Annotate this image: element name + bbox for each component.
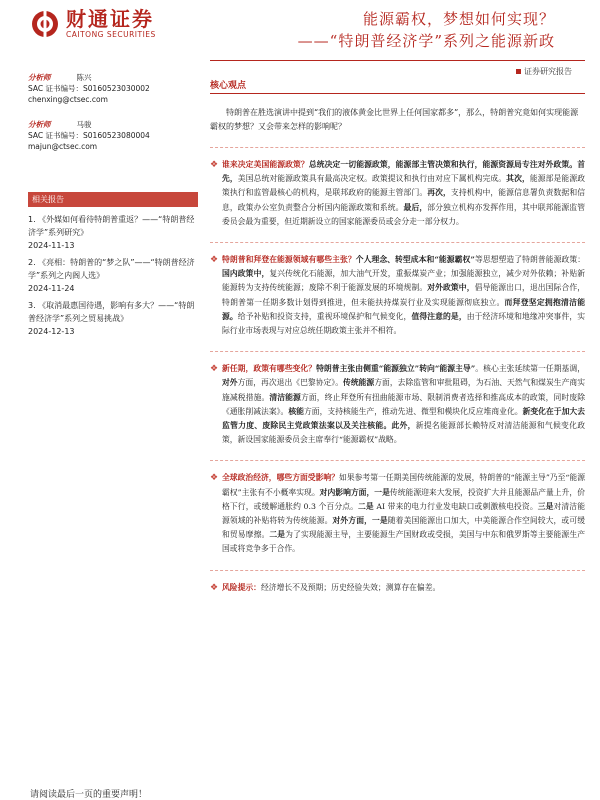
diamond-bullet-icon: ❖ xyxy=(210,364,219,375)
brand-logo xyxy=(30,8,156,40)
related-report-item[interactable]: 2. 《亮相：特朗普的“梦之队”——“特朗普经济学”系列之内阁人选》 2024-11-24 xyxy=(28,256,198,295)
analyst-email[interactable]: chenxing@ctsec.com xyxy=(28,95,108,104)
report-title-main: 能源霸权，梦想如何实现？ xyxy=(362,10,555,28)
main-content xyxy=(210,78,585,595)
report-type-label: 证券研究报告 xyxy=(516,66,572,77)
diamond-bullet-icon: ❖ xyxy=(210,582,219,593)
related-reports-list xyxy=(28,213,198,338)
related-report-item[interactable]: 3. 《取消最惠国待遇，影响有多大？——“特朗普经济学”系列之贸易挑战》 2024-12-13 xyxy=(28,299,198,338)
intro-paragraph: 特朗普在胜选演讲中提到“我们的液体黄金比世界上任何国家都多”，那么，特朗普究竟如何实现能源霸权的梦想？又会带来怎样的影响呢？ xyxy=(210,108,579,131)
related-report-date: 2024-12-13 xyxy=(28,327,75,336)
square-bullet-icon xyxy=(516,69,521,74)
report-title xyxy=(298,8,555,52)
section-global-impact: ❖ 全球政治经济，哪些方面受影响？如果参考第一任期美国传统能源的发展，特朗普的“能源主导”乃至“能源霸权”主张有不小概率实现。对内影响方面，一是传统能源迎来大发展，投资扩大并且能源品产量上升，价格下行，或缓解通胀约 0.3 个百分点。二是 AI 带来的电力行业发电缺口或刺激核电投资。三是对清洁能源领域的补贴将转为传统能源。对外方面，一是随着美国能源出口加大，中美能源合作空间较大，或可缓和贸易摩擦。二是为了实现能源主导，主要能源生产国财政或受损，美国与中东和俄罗斯等主要能源生产国或将竞争多于合作。 xyxy=(210,460,585,556)
sidebar xyxy=(28,72,198,342)
related-report-date: 2024-11-13 xyxy=(28,241,75,250)
diamond-bullet-icon: ❖ xyxy=(210,160,219,170)
brand-name-en: CAITONG SECURITIES xyxy=(66,30,156,39)
related-report-date: 2024-11-24 xyxy=(28,284,75,293)
section-new-term: ❖ 新任期，政策有哪些变化？特朗普主张由侧重“能源独立”转向“能源主导”。核心主张延续第一任期基调，对外方面，再次退出《巴黎协定》。传统能源方面，去除监管和审批阻碍，为石油、天然气和煤炭生产商实施减税措施。清洁能源方面，终止拜登所有扭曲能源市场、限制消费者选择和推高成本的政策，同时废除《通胀削减法案》。核能方面，支持核能生产，推动先进、微型和模块化反应堆商业化。新变化在于加大去监管力度、废除民主党政策法案以及关注核能。此外，新提名能源部长赖特反对清洁能源和气候变化政策，新设国家能源委员会主席奉行“能源霸权”战略。 xyxy=(210,351,585,447)
analyst-name: 马骏 xyxy=(76,120,92,129)
analyst-card xyxy=(28,72,198,105)
analyst-email[interactable]: majun@ctsec.com xyxy=(28,142,98,151)
related-reports-heading: 相关报告 xyxy=(28,192,198,207)
section-who-decides: ❖ 谁来决定美国能源政策？总统决定一切能源政策，能源部主管决策和执行，能源资源局专注对外政策。首先，美国总统对能源政策具有最高决定权。政策提议和执行由对应下属机构完成。其次，能源部是能源政策执行和监管最核心的机构，是联邦政府的能源主管部门。再次，支持机构中，能源信息署负责数据和信息，政策办公室负责整合分析国内能源政策和系统。最后，部分独立机构亦发挥作用，其中联邦能源监管委员会最为重要，但近期新设立的国家能源委员或会分走一部分权力。 xyxy=(210,147,585,229)
core-view-heading: 核心观点 xyxy=(210,78,585,94)
section-risk-warning: ❖ 风险提示：经济增长不及预期；历史经验失效；测算存在偏差。 xyxy=(210,570,585,595)
related-report-item[interactable]: 1. 《外媒如何看待特朗普重返？——“特朗普经济学”系列研究》 2024-11-13 xyxy=(28,213,198,252)
brand-name-cn: 财通证券 xyxy=(66,7,154,31)
analyst-role: 分析师 xyxy=(28,73,51,82)
analyst-cert: SAC 证书编号：S0160523080004 xyxy=(28,131,150,140)
analyst-name: 陈兴 xyxy=(76,73,92,82)
diamond-bullet-icon: ❖ xyxy=(210,473,219,484)
brand-emblem-icon xyxy=(30,9,60,39)
report-title-sub: ——“特朗普经济学”系列之能源新政 xyxy=(297,32,555,50)
section-trump-biden: ❖ 特朗普和拜登在能源领域有哪些主张？个人理念、转型成本和“能源霸权”等思想塑造了特朗普能源政策：国内政策中，复兴传统化石能源，加大油气开发，重振煤炭产业；加强能源独立，减少对外依赖；补贴新能源转为支持传统能源；废除不利于能源发展的环境规制。对外政策中，倡导能源出口，退出国际合作，特朗普第一任期多数计划得到推进，但未能扶持煤炭行业及实现能源彻底独立。而拜登坚定拥抱清洁能源。给予补贴和投资支持，重视环境保护和气候变化，值得注意的是，由于经济环境和地缘冲突事件，实际行业市场表现与对应总统任期政策主张并不相符。 xyxy=(210,242,585,338)
header-divider xyxy=(210,60,585,61)
analyst-cert: SAC 证书编号：S0160523030002 xyxy=(28,84,150,93)
footer-disclaimer: 请阅读最后一页的重要声明！ xyxy=(30,790,148,800)
analyst-role: 分析师 xyxy=(28,120,51,129)
diamond-bullet-icon: ❖ xyxy=(210,255,219,266)
report-header xyxy=(0,0,600,76)
analyst-card xyxy=(28,119,198,152)
